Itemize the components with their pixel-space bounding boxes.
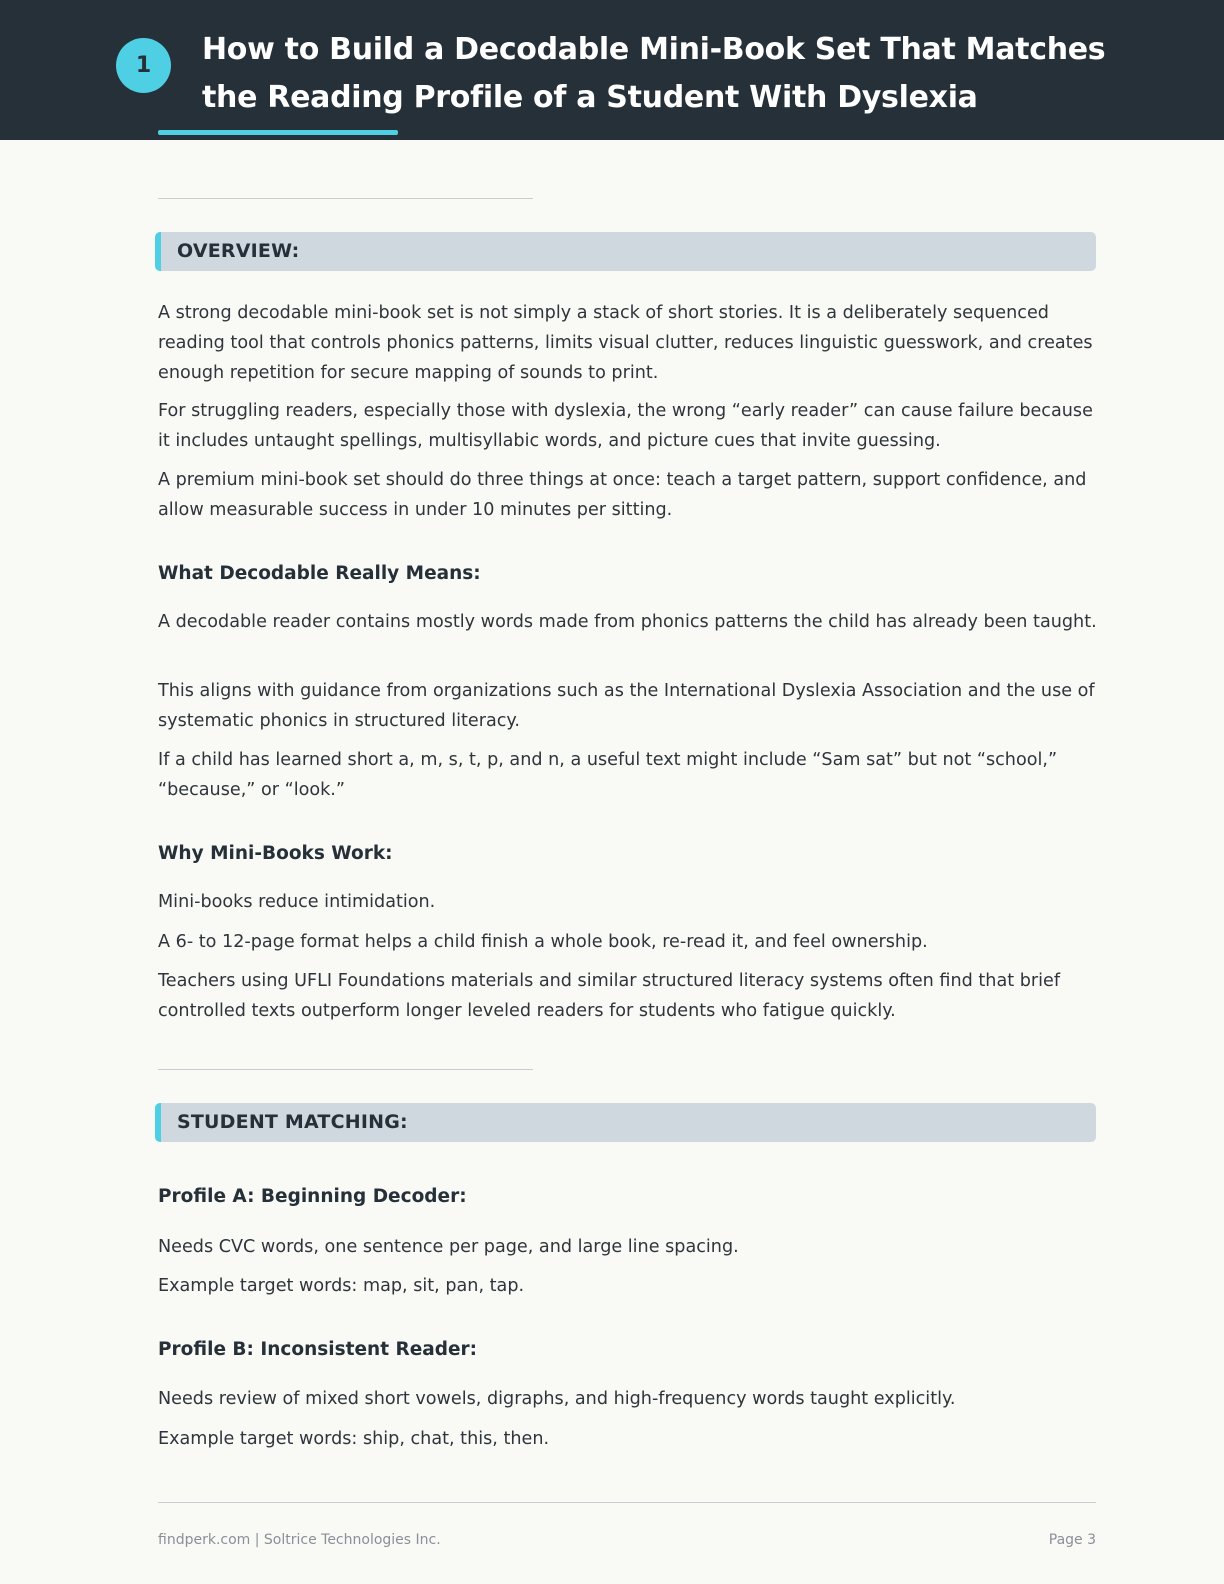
- profile-a-paragraph-2: Example target words: map, sit, pan, tap.: [158, 1276, 525, 1296]
- page-title: How to Build a Decodable Mini-Book Set That Matches the Reading Profile of a Student With Dyslexia: [202, 32, 1106, 115]
- subheading-decodable: What Decodable Really Means:: [158, 563, 481, 584]
- section-heading-student-matching: STUDENT MATCHING:: [155, 1103, 1096, 1142]
- section-heading-overview: OVERVIEW:: [155, 232, 1096, 271]
- overview-paragraph-3: A premium mini-book set should do three things at once: teach a target pattern, support confidence, and allow measurable success in under 10 minutes per sitting.: [158, 470, 1087, 520]
- minibooks-paragraph-3: Teachers using UFLI Foundations materials and similar structured literacy systems often find that brief controlled texts outperform longer leveled readers for students who fatigue quickly.: [158, 971, 1061, 1021]
- decodable-paragraph-3: If a child has learned short a, m, s, t, p, and n, a useful text might include “Sam sat” but not “school,” “because,” or “look.”: [158, 750, 1058, 800]
- overview-paragraph-2: For struggling readers, especially those with dyslexia, the wrong “early reader” can cause failure because it includes untaught spellings, multisyllabic words, and picture cues that invite guessing.: [158, 401, 1093, 451]
- subheading-profile-b: Profile B: Inconsistent Reader:: [158, 1339, 478, 1360]
- profile-b-paragraph-1: Needs review of mixed short vowels, digraphs, and high-frequency words taught explicitly.: [158, 1389, 956, 1409]
- chapter-number-badge: 1: [116, 38, 171, 93]
- overview-paragraph-1: A strong decodable mini-book set is not simply a stack of short stories. It is a deliberately sequenced reading tool that controls phonics patterns, limits visual clutter, reduces linguistic guesswork, and creates enough repetition for secure mapping of sounds to print.: [158, 303, 1093, 383]
- subheading-minibooks: Why Mini-Books Work:: [158, 843, 393, 864]
- footer-source: findperk.com | Soltrice Technologies Inc.: [158, 1532, 441, 1548]
- decodable-paragraph-1: A decodable reader contains mostly words made from phonics patterns the child has already been taught.: [158, 612, 1097, 632]
- section-divider: [158, 198, 533, 199]
- profile-a-paragraph-1: Needs CVC words, one sentence per page, and large line spacing.: [158, 1237, 739, 1257]
- title-accent-underline: [158, 130, 398, 135]
- profile-b-paragraph-2: Example target words: ship, chat, this, then.: [158, 1429, 550, 1449]
- minibooks-paragraph-2: A 6- to 12-page format helps a child finish a whole book, re-read it, and feel ownership.: [158, 932, 928, 952]
- minibooks-paragraph-1: Mini-books reduce intimidation.: [158, 892, 436, 912]
- page-header: [0, 0, 1224, 140]
- section-divider: [158, 1069, 533, 1070]
- page-number: Page 3: [1048, 1532, 1096, 1548]
- decodable-paragraph-2: This aligns with guidance from organizations such as the International Dyslexia Association and the use of systematic phonics in structured literacy.: [158, 681, 1095, 731]
- subheading-profile-a: Profile A: Beginning Decoder:: [158, 1186, 467, 1207]
- footer-divider: [158, 1502, 1096, 1503]
